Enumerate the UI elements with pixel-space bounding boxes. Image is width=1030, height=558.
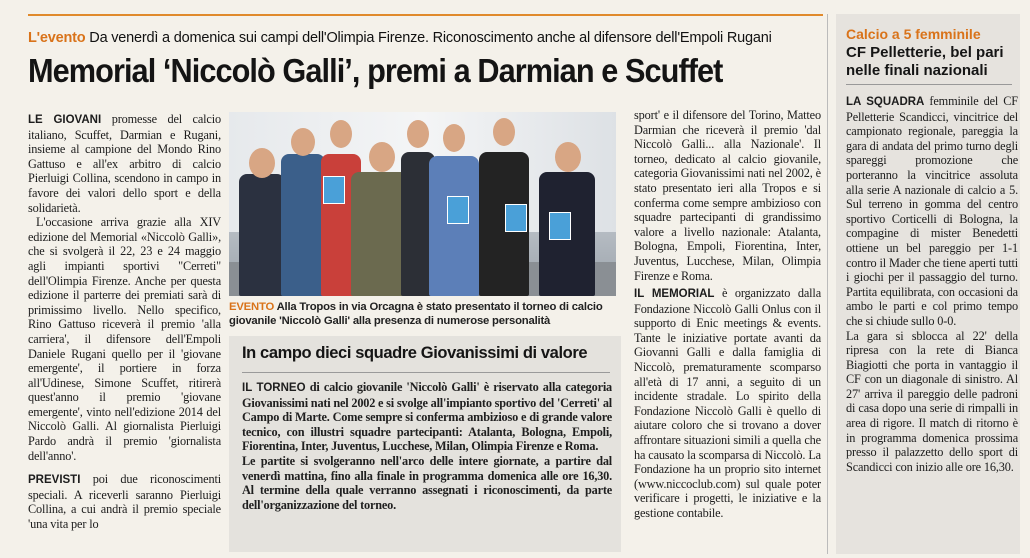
box-p1-text: di calcio giovanile 'Niccolò Galli' è riservato alla categoria Giovanissimi nati nel 2002 e si svolge all'impianto sportivo del 'Cerreti' al Campo di Marte. Come sempre si conferma ambizioso e di grande valore tecnico, con illustri squadre partecipanti: Atalanta, Bologna, Empoli, Fiorentina, Inter, Juventus, Lucchese, Milan, Olimpia Firenze e Roma. xyxy=(242,380,613,454)
sidebar-paragraph-1 xyxy=(846,94,1018,329)
col3-paragraph-1: sport' e il difensore del Torino, Matteo Darmian che riceverà il premio 'dal Niccolò Galli... alla Nazionale'. Il torneo, dedicato al calcio giovanile, categoria Giovanissimi nati nel 2002, è stato presentato ieri alla Tropos e si conferma come sempre ambizioso con squadre partecipanti di grandissimo valore a livello nazionale: Atalanta, Bologna, Empoli, Fiorentina, Inter, Juventus, Lucchese, Milan, Olimpia Firenze e Roma. xyxy=(634,108,821,283)
sidebar-kicker: Calcio a 5 femminile xyxy=(846,26,981,42)
photo-person xyxy=(281,154,325,296)
book-cover xyxy=(323,176,345,204)
book-cover xyxy=(549,212,571,240)
kicker-tag: L'evento xyxy=(28,30,86,46)
sidebar-paragraph-2: La gara si sblocca al 22' della ripresa con la rete di Bianca Biagiotti che porta in vantaggio il CF con un diagonale di sinistro. Al 27' arriva il pareggio delle padroni di casa dopo una serie di rimpalli in area di rigore. Il match di ritorno è in programma domenica prossima presso il palazzetto dello sport di Scandicci con inizio alle ore 16,30. xyxy=(846,328,1018,474)
photo-person-head xyxy=(407,120,429,148)
box-paragraph-1 xyxy=(242,380,612,454)
column-3-top xyxy=(634,108,821,283)
book-cover xyxy=(505,204,527,232)
kicker-text: Da venerdì a domenica sui campi dell'Olimpia Firenze. Riconoscimento anche al difensore dell'Empoli Rugani xyxy=(89,30,772,46)
sidebar-headline: CF Pelletterie, bel pari nelle finali nazionali xyxy=(846,44,1004,79)
book-cover xyxy=(447,196,469,224)
col1-paragraph-2: L'occasione arriva grazie alla XIV edizione del Memorial «Niccolò Galli», che si svolgerà il 22, 23 e 24 maggio agli impianti sportivi "Cerreti" dell'Olimpia Firenze. Anche per questa edizione il parterre dei premiati sarà di primissimo livello. Nello specifico, Rino Gattuso riceverà il premio 'alla carriera', il difensore dell'Empoli Daniele Rugani quello per il 'giovane emergente', il portiere in forza all'Udinese, Simone Scuffet, ritirerà quest'anno il premio 'giovane emergente', vinto nell'edizione 2014 del Niccolò Galli. Al giornalista Pierluigi Pardo andrà il premio 'giornalista dell'anno'. xyxy=(28,215,221,463)
column-1-top xyxy=(28,112,221,463)
col3-paragraph-2 xyxy=(634,286,821,521)
col1-lead-2: PREVISTI xyxy=(28,474,81,486)
col1-p3-text: poi due riconoscimenti speciali. A riceverli saranno Pierluigi Collina, a cui andrà il premio speciale 'una vita per lo xyxy=(28,472,221,531)
column-3-bottom xyxy=(634,286,821,521)
photo-person xyxy=(239,174,285,296)
photo-person-head xyxy=(443,124,465,152)
photo-person-head xyxy=(555,142,581,172)
sidebox-rule xyxy=(242,372,610,373)
sidebar-p1-text: femminile del CF Pelletterie Scandicci, vincitrice del campionato regionale, pareggia la gara di andata del primo turno degli spareggi promozione che porteranno la vincitrice assoluta alla serie A nazionale di calcio a 5. Sul terreno in gomma del centro sportivo Corticelli di Bologna, la compagine di mister Benedetti ottiene un bel pareggio per 1-1 contro il Mader che tiene aperti tutti i giochi per il passaggio del turno. Partita equilibrata, con occasioni da ambo le parti e col primo tempo che si chiude sullo 0-0. xyxy=(846,94,1018,328)
sidebar-lead: LA SQUADRA xyxy=(846,96,925,108)
col1-lead: LE GIOVANI xyxy=(28,114,102,126)
box-paragraph-2: Le partite si svolgeranno nell'arco delle intere giornate, a partire dal venerdì mattina, fino alla finale in programma domenica alle ore 16,30. Al termine della quale verranno assegnati i riconoscimenti, da parte dell'organizzazione del torneo. xyxy=(242,453,612,512)
article-headline: Memorial ‘Niccolò Galli’, premi a Darmian e Scuffet xyxy=(28,52,723,89)
photo-person-head xyxy=(291,128,315,156)
photo-person xyxy=(429,156,479,296)
column-divider xyxy=(827,14,828,554)
col3-lead: IL MEMORIAL xyxy=(634,288,715,300)
sidebar-rule xyxy=(846,84,1012,85)
col3-p2-text: è organizzato dalla Fondazione Niccolò Galli Onlus con il supporto di Enic meetings & events. Tante le iniziative portate avanti da Giovanni Galli e dalla famiglia di Niccolò, prematuramente scomparso all'età di 17 anni, a seguito di un incidente stradale. Lo spirito della Fondazione Niccolò Galli è quello di aiutare coloro che si trovano a dover affrontare situazioni simili a quella che ha causato la scomparsa di Niccolò. La Fondazione ha un proprio sito internet (www.niccoclub.com) sul quale poter verificare i progetti, le iniziative e la gestione contabile. xyxy=(634,286,821,520)
col1-p1-text: promesse del calcio italiano, Scuffet, Darmian e Rugani, insieme al campione del Mondo Rino Gattuso e all'ex arbitro di calcio Pierluigi Collina, scendono in campo in favore dei valori dello sport e della solidarietà. xyxy=(28,112,221,215)
col1-paragraph-3 xyxy=(28,472,221,531)
caption-text: Alla Tropos in via Orcagna è stato presentato il torneo di calcio giovanile 'Niccolò Galli' alla presenza di numerose personalità xyxy=(229,301,603,327)
photo-person-head xyxy=(249,148,275,178)
photo-person-head xyxy=(493,118,515,146)
column-1-bottom xyxy=(28,472,221,531)
caption-tag: EVENTO xyxy=(229,301,275,313)
top-rule xyxy=(28,14,823,16)
photo-person-head xyxy=(369,142,395,172)
article-kicker xyxy=(28,30,828,46)
sidebox-title: In campo dieci squadre Giovanissimi di valore xyxy=(242,344,588,362)
photo-caption xyxy=(229,300,619,328)
sidebar-text xyxy=(846,94,1018,474)
box-lead: IL TORNEO xyxy=(242,382,306,394)
col1-paragraph-1 xyxy=(28,112,221,215)
sidebox-text xyxy=(242,380,612,512)
photo-person-head xyxy=(330,120,352,148)
event-photo xyxy=(229,112,616,296)
